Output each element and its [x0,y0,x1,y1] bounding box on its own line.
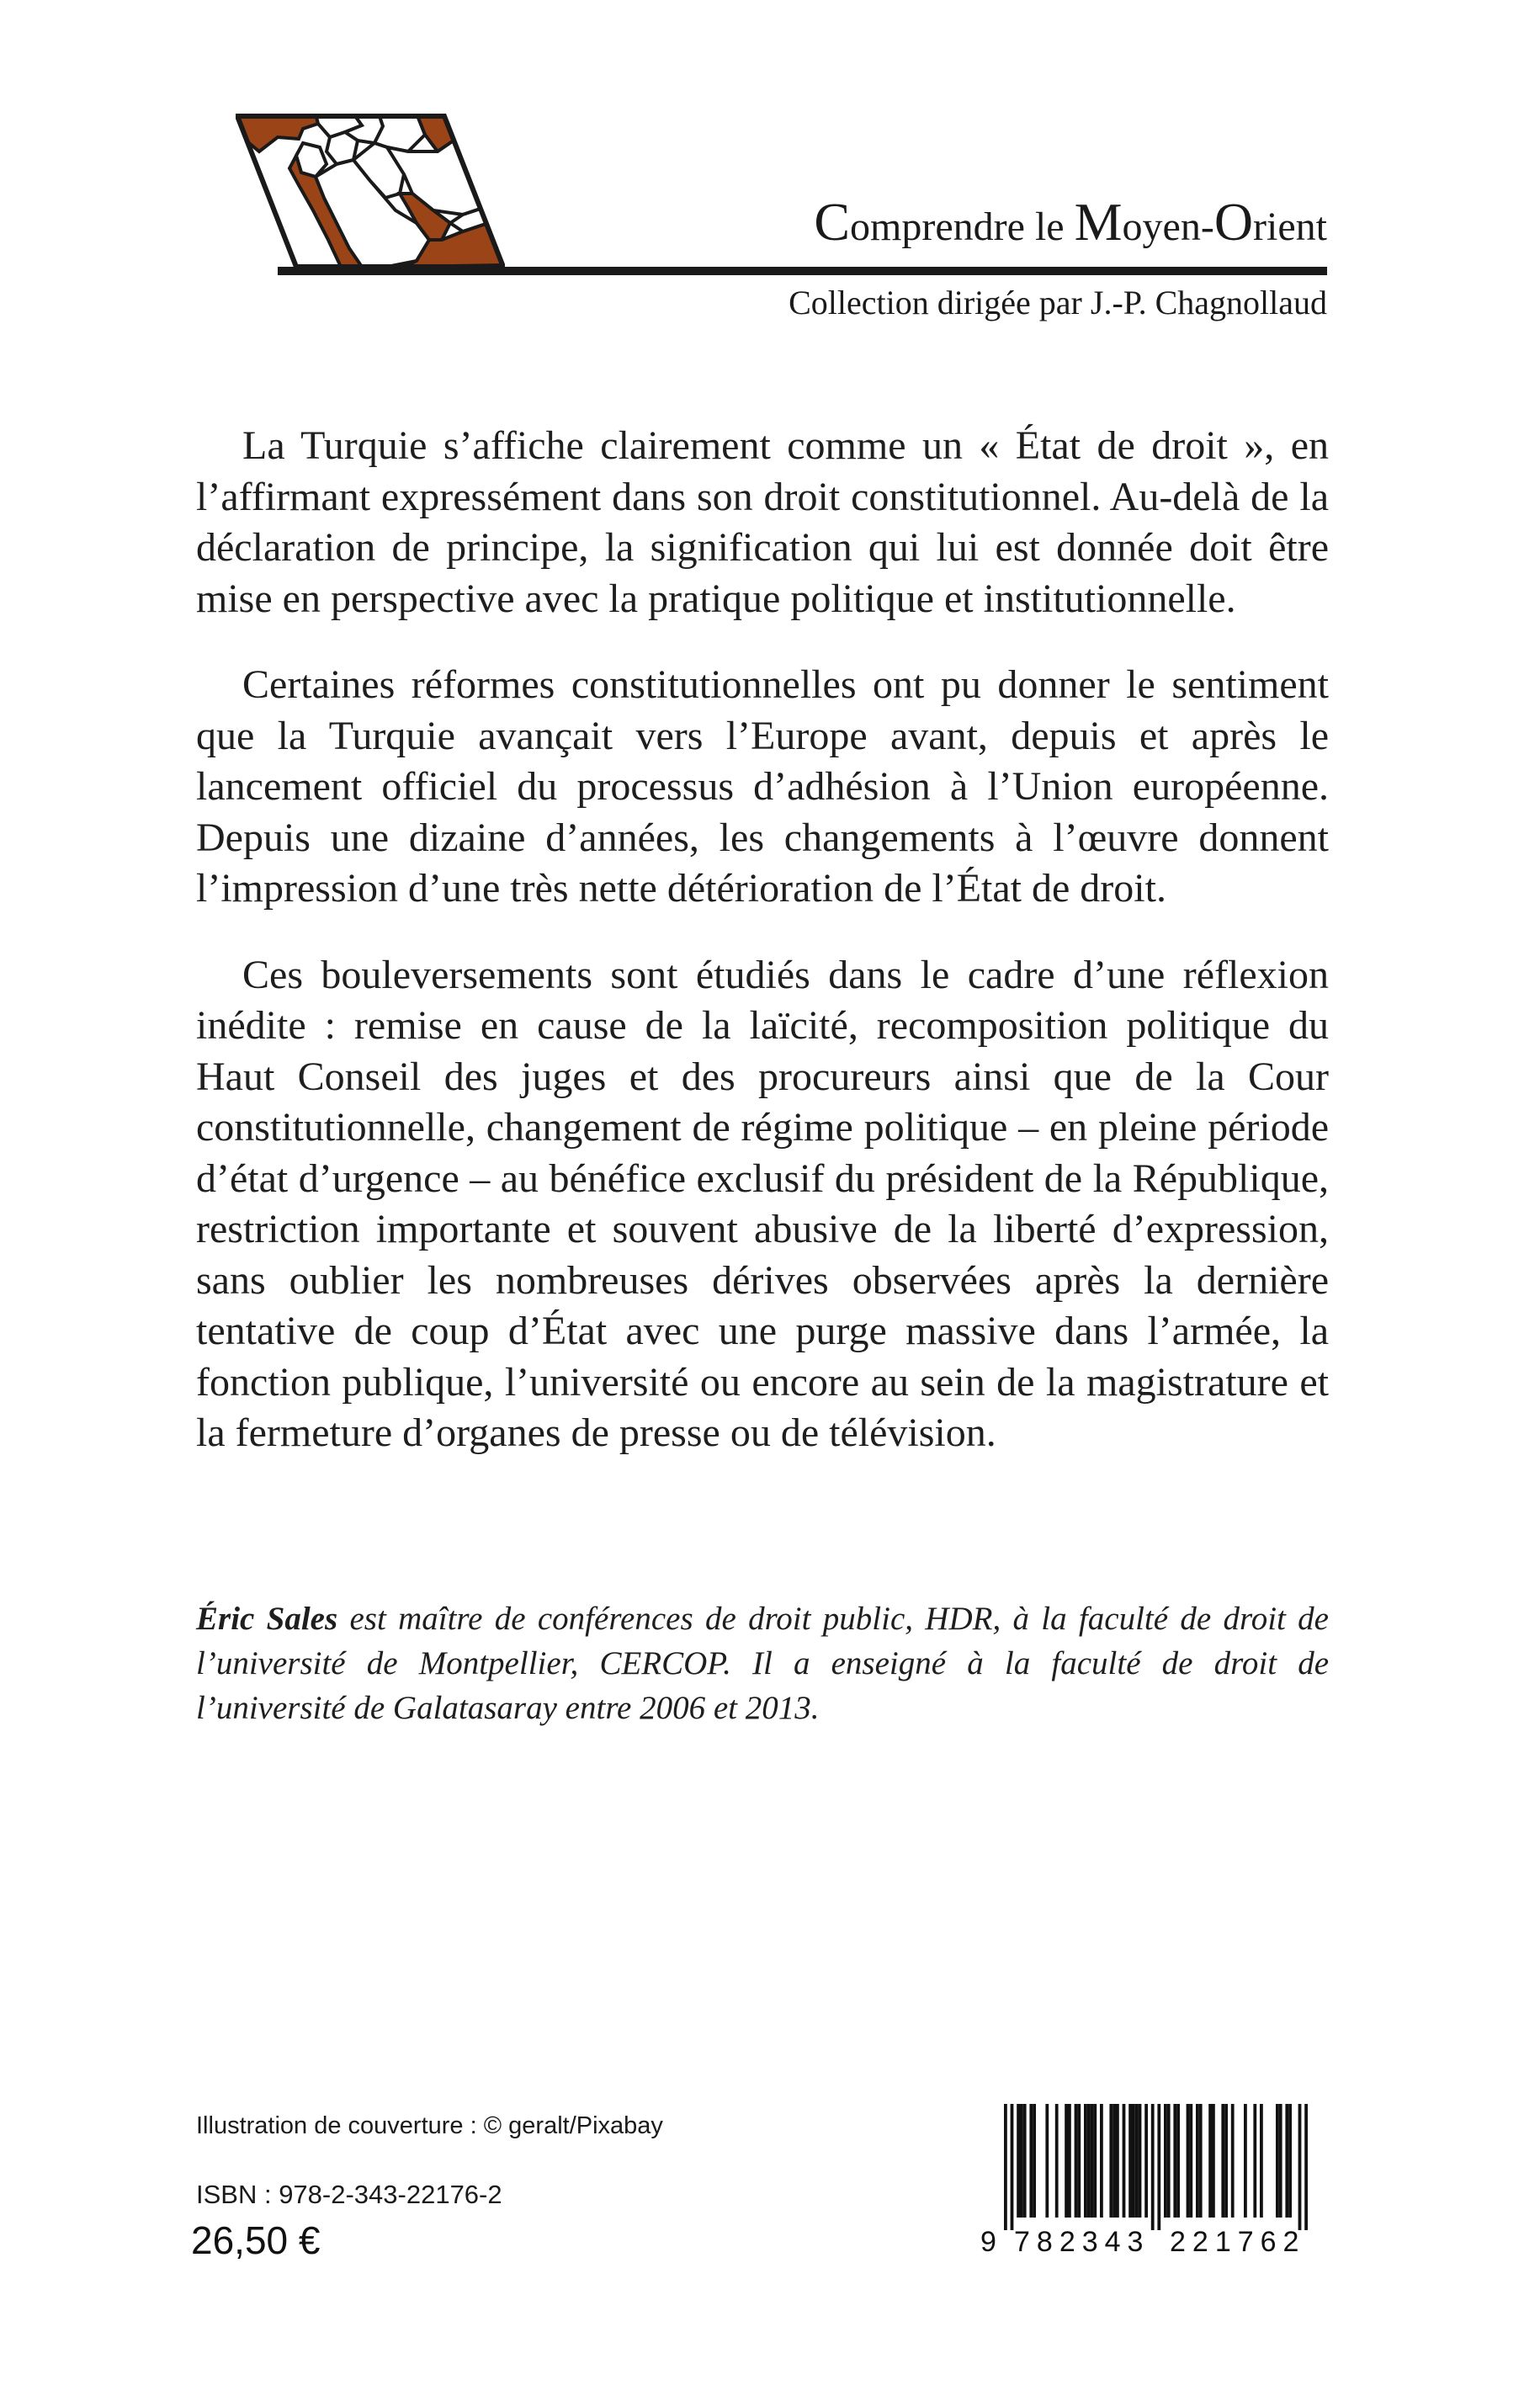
barcode-bar [1167,2104,1171,2218]
barcode-bar [1221,2104,1224,2218]
series-title-cap-3: O [1213,192,1254,252]
barcode-bar [1298,2104,1302,2230]
barcode-bar [1135,2104,1139,2218]
barcode-bar [1288,2104,1292,2218]
barcode-bar [1157,2104,1160,2230]
barcode-bar [1116,2104,1119,2218]
barcode-bar [1224,2104,1228,2218]
barcode-bar [1208,2104,1212,2218]
isbn: ISBN : 978-2-343-22176-2 [196,2180,502,2209]
barcode-bar [1189,2104,1192,2218]
barcode-bar [1091,2104,1094,2218]
barcode-bar [1279,2104,1282,2218]
barcode-bar [1132,2104,1135,2218]
barcode-bar [1176,2104,1180,2218]
barcode-bar [1020,2104,1023,2218]
barcode-bar [1011,2104,1014,2230]
series-title-cap-2: M [1074,192,1123,252]
series-director: Collection dirigée par J.-P. Chagnollaud [789,284,1327,321]
barcode-bar [1199,2104,1203,2218]
series-title-part-1: omprendre le [850,205,1075,249]
barcode-right-group: 221762 [1170,2226,1306,2258]
series-logo-map-icon [236,114,505,282]
barcode-bar [1123,2104,1126,2218]
barcode-bar [1187,2104,1190,2218]
barcode-bar [1173,2104,1176,2218]
series-title-rule [278,267,1327,275]
barcode-bar [1087,2104,1091,2218]
barcode-bar [1065,2104,1068,2218]
barcode-bar [1068,2104,1071,2218]
barcode-bar [1231,2104,1235,2218]
blurb-paragraph-3: Ces bouleversements sont étudiés dans le cadre d’une réflexion inédite : remise en cause de la laïcité, recomposition politique du Haut Conseil des juges et des procureurs ainsi que de la Cour constitutionnelle, changement de régime politique – en pleine période d’état d’urgence – au bénéfice exclusif du président de la République, restriction importante et souvent abusive de la liberté d’expression, sans oublier les nombreuses dérives observées après la dernière tentative de coup d’État avec une purge massive dans l’armée, la fonction publique, l’université ou encore au sein de la magistrature et la fermeture d’organes de presse ou de télévision. [196,952,1329,1455]
barcode-bar [1304,2104,1308,2230]
barcode-bar [1253,2104,1256,2218]
series-title [814,192,1327,252]
series-title-part-2: oyen- [1122,205,1214,249]
author-bio [196,1596,1329,1730]
barcode-bar [1109,2104,1113,2218]
barcode-bar [1260,2104,1263,2218]
author-name: Éric Sales [196,1601,338,1637]
barcode-bar [1055,2104,1059,2218]
blurb-paragraph-2: Certaines réformes constitutionnelles ont pu donner le sentiment que la Turquie avançait vers l’Europe avant, depuis et après le lancement officiel du processus d’adhésion à l’Union européenne. Depuis une dizaine d’années, les changements à l’œuvre donnent l’impression d’une très nette détérioration de l’État de droit. [196,662,1329,911]
barcode-bar [1033,2104,1036,2218]
barcode-bar [1077,2104,1081,2218]
author-bio-text: est maître de conférences de droit public, HDR, à la faculté de droit de l’université de Montpellier, CERCOP. Il a enseigné à la faculté de droit de l’université de Galatasaray entre 2006 et 2013. [196,1601,1329,1726]
blurb-paragraph-1: La Turquie s’affiche clairement comme un « État de droit », en l’affirmant expressément dans son droit constitutionnel. Au-delà de la déclaration de principe, la signification qui lui est donnée doit être mise en perspective avec la pratique politique et institutionnelle. [196,423,1329,621]
barcode-bar [1100,2104,1103,2218]
barcode-bar [1196,2104,1199,2218]
price: 26,50 € [191,2218,321,2262]
barcode-lead-digit: 9 [980,2226,996,2258]
illustration-credit: Illustration de couverture : © geralt/Pixabay [196,2112,663,2139]
barcode-bar [1075,2104,1078,2218]
series-title-part-3: rient [1253,205,1327,249]
back-cover-blurb [196,421,1329,1495]
barcode-bar [1029,2104,1033,2218]
barcode-bar [1276,2104,1279,2218]
barcode-bar [1084,2104,1087,2218]
barcode-bar [1164,2104,1167,2218]
series-title-cap-1: C [814,192,851,252]
barcode-bar [1017,2104,1020,2218]
barcode-bar [1093,2104,1097,2218]
barcode-bar [1244,2104,1247,2218]
barcode-bar [1144,2104,1148,2218]
barcode-bar [1023,2104,1027,2218]
barcode-bar [1212,2104,1215,2218]
barcode-bar [1128,2104,1132,2218]
barcode-bar [1285,2104,1288,2218]
barcode-bar [1004,2104,1007,2230]
barcode-bar [1113,2104,1116,2218]
barcode-bar [1151,2104,1155,2230]
barcode-icon [980,2104,1325,2230]
barcode-bar [1139,2104,1142,2218]
barcode-left-group: 782343 [1014,2226,1150,2258]
barcode-bar [1045,2104,1049,2218]
